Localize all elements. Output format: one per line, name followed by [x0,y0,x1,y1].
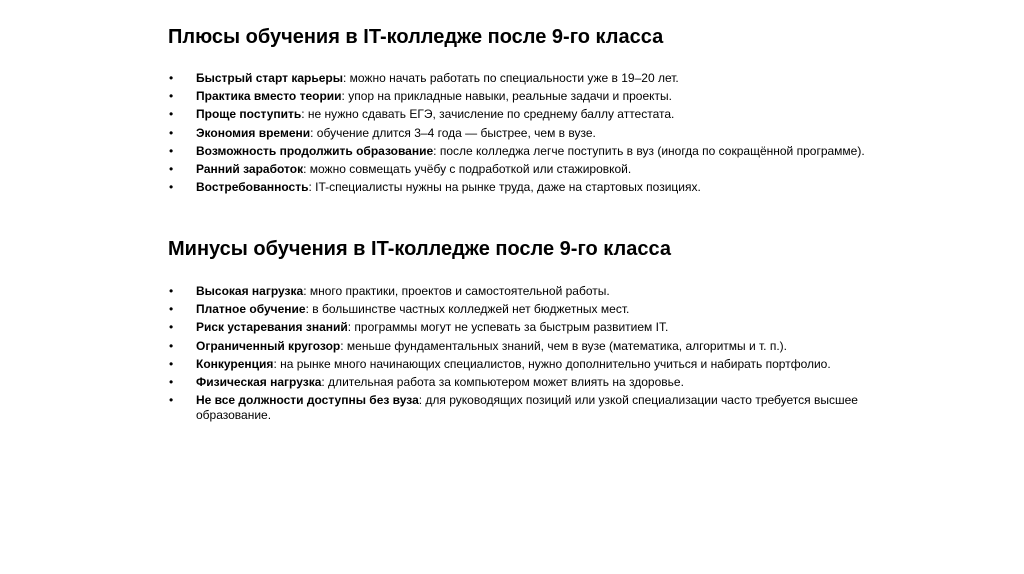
bullet-icon: • [169,284,174,298]
item-text: : обучение длится 3–4 года — быстрее, чем в вузе. [310,125,596,140]
bullet-icon: • [169,125,174,140]
bullet-icon: • [169,356,174,371]
list-item [168,107,868,122]
item-term: Ограниченный кругозор [196,338,341,353]
list-item [168,162,868,177]
list-item [168,71,868,86]
bullet-icon: • [169,143,174,158]
list-item [168,302,868,317]
bullet-icon: • [169,302,174,317]
item-term: Проще поступить [196,107,302,122]
item-text: : в большинстве частных колледжей нет бюджетных мест. [305,302,630,317]
item-term: Экономия времени [196,125,311,140]
item-text: : после колледжа легче поступить в вуз (иногда по сокращённой программе). [433,143,865,158]
item-term: Конкуренция [196,356,274,371]
item-term: Высокая нагрузка [196,284,304,298]
list-item [168,89,868,104]
item-text: : программы могут не успевать за быстрым развитием IT. [347,320,669,335]
item-text: : много практики, проектов и самостоятельной работы. [303,284,610,298]
item-term: Востребованность [196,180,309,195]
bullet-icon: • [169,320,174,335]
cons-heading: Минусы обучения в IT-колледже после 9-го класса [168,238,671,260]
pros-list [168,71,868,195]
item-term: Быстрый старт карьеры [196,71,343,85]
cons-list [168,284,868,423]
item-term: Практика вместо теории [196,89,342,104]
item-term: Физическая нагрузка [196,374,322,389]
list-item [168,126,868,141]
item-text: : длительная работа за компьютером может влиять на здоровье. [321,374,684,389]
bullet-icon: • [169,374,174,389]
item-term: Платное обучение [196,302,306,317]
item-text: : можно начать работать по специальности уже в 19–20 лет. [342,71,679,85]
bullet-icon: • [169,107,174,122]
item-text: : можно совмещать учёбу с подработкой или стажировкой. [303,161,632,176]
item-term: Возможность продолжить образование [196,143,434,158]
bullet-icon: • [169,393,174,408]
pros-heading: Плюсы обучения в IT-колледже после 9-го класса [168,26,664,48]
item-text: : на рынке много начинающих специалистов, нужно дополнительно учиться и набирать портфолио. [273,356,831,371]
list-item [168,393,868,423]
list-item [168,375,868,390]
item-text: : IT-специалисты нужны на рынке труда, даже на стартовых позициях. [308,180,701,195]
item-term: Не все должности доступны без вуза [196,393,419,408]
list-item [168,144,868,159]
list-item [168,357,868,372]
item-text: : для руководящих позиций или узкой специализации часто требуется высшее образование. [196,393,858,423]
bullet-icon: • [169,180,174,195]
bullet-icon: • [169,71,174,85]
cons-section [168,236,868,426]
item-text: : упор на прикладные навыки, реальные задачи и проекты. [341,89,672,104]
item-text: : меньше фундаментальных знаний, чем в вузе (математика, алгоритмы и т. п.). [340,338,788,353]
list-item [168,180,868,195]
pros-section [168,24,868,198]
list-item [168,284,868,299]
bullet-icon: • [169,89,174,104]
item-term: Риск устаревания знаний [196,320,348,335]
bullet-icon: • [169,161,174,176]
bullet-icon: • [169,338,174,353]
list-item [168,320,868,335]
item-text: : не нужно сдавать ЕГЭ, зачисление по среднему баллу аттестата. [301,107,675,122]
item-term: Ранний заработок [196,161,304,176]
list-item [168,339,868,354]
